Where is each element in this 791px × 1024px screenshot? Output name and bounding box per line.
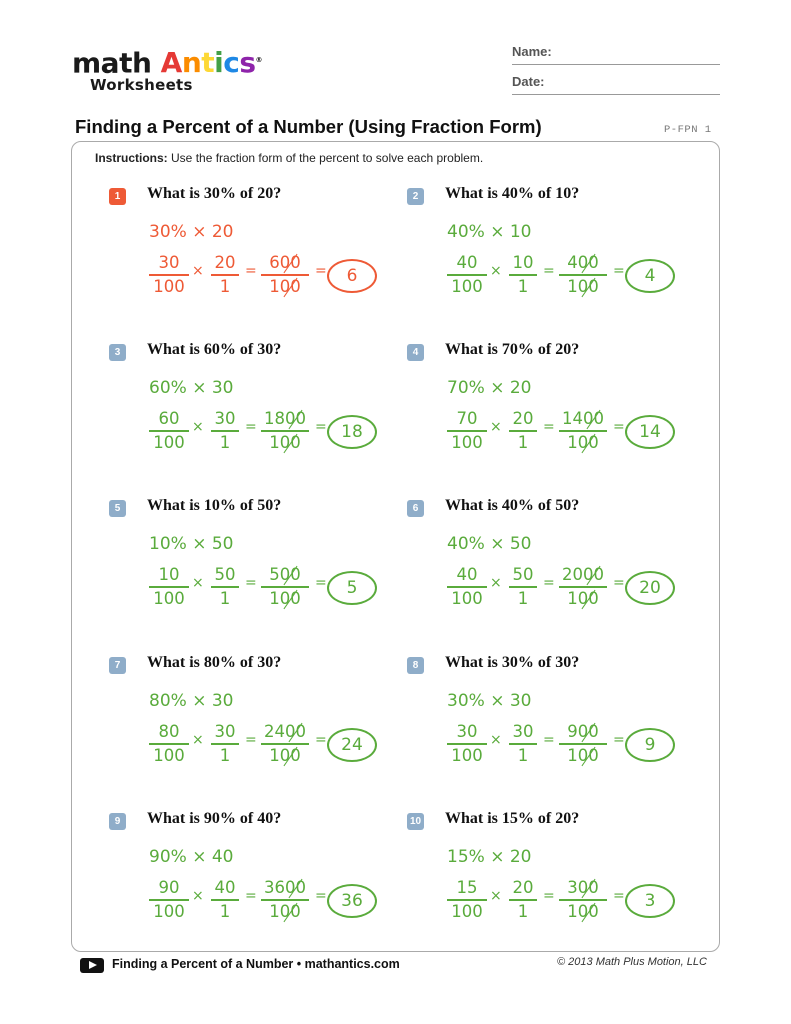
problem-question: What is 30% of 30? (445, 654, 580, 671)
percent-expression: 70% × 20 (447, 378, 532, 398)
equals-sign: = (245, 732, 257, 748)
number-fraction (211, 252, 239, 298)
fraction-denominator (559, 274, 607, 298)
instructions (95, 151, 483, 165)
fraction-numerator: 30 (456, 722, 478, 741)
fraction-denominator (261, 430, 309, 454)
numerator-kept-digits: 18 (264, 409, 285, 428)
cancelled-zeros: 00 (279, 746, 301, 765)
result-fraction (559, 252, 607, 298)
result-fraction (559, 408, 607, 454)
cancelled-zeros: 00 (279, 253, 301, 272)
cancelled-zeros: 00 (577, 253, 599, 272)
logo-word-antics (161, 46, 256, 79)
answer-circle: 24 (327, 728, 377, 762)
fraction-numerator: 60 (158, 409, 180, 428)
denominator-kept-digits: 1 (269, 746, 280, 765)
instructions-label: Instructions: (95, 151, 168, 165)
numerator-kept-digits: 36 (264, 878, 285, 897)
equals-sign: = (543, 888, 555, 904)
fraction-numerator: 15 (456, 878, 478, 897)
problem-2 (407, 185, 707, 328)
fraction-numerator: 30 (512, 722, 534, 741)
denominator-kept-digits: 1 (567, 433, 578, 452)
cancelled-zeros: 00 (285, 722, 306, 741)
percent-expression: 30% × 30 (447, 691, 532, 711)
problem-4 (407, 341, 707, 484)
logo-worksheets: Worksheets (90, 76, 193, 94)
logo-letter: A (160, 46, 182, 80)
cancelled-zeros: 00 (279, 565, 301, 584)
denominator-kept-digits: 1 (269, 433, 280, 452)
number-fraction (509, 564, 537, 610)
cancelled-zeros: 00 (577, 722, 599, 741)
fraction-denominator: 100 (149, 743, 189, 767)
problem-question: What is 40% of 50? (445, 497, 580, 514)
cancelled-zeros: 00 (583, 409, 604, 428)
denominator-kept-digits: 1 (567, 746, 578, 765)
date-field[interactable]: Date: (512, 74, 720, 95)
equals-sign: = (543, 419, 555, 435)
result-fraction (261, 721, 309, 767)
result-fraction (559, 564, 607, 610)
percent-expression: 60% × 30 (149, 378, 234, 398)
problem-question: What is 30% of 20? (147, 185, 282, 202)
play-icon (80, 958, 104, 973)
fraction-denominator: 100 (149, 586, 189, 610)
fraction-denominator: 100 (447, 586, 487, 610)
percent-fraction (447, 564, 487, 610)
equals-sign: = (245, 263, 257, 279)
cancelled-zeros: 00 (577, 277, 599, 296)
fraction-numerator: 40 (456, 253, 478, 272)
logo-letter: i (214, 46, 224, 80)
fraction-denominator: 100 (149, 899, 189, 923)
fraction-denominator: 1 (509, 274, 537, 298)
fraction-denominator: 100 (149, 430, 189, 454)
fraction-denominator (559, 430, 607, 454)
number-fraction (211, 877, 239, 923)
logo-word-math: math (72, 46, 152, 80)
fraction-numerator: 30 (158, 253, 180, 272)
problem-8 (407, 654, 707, 797)
result-fraction (559, 877, 607, 923)
problem-question: What is 70% of 20? (445, 341, 580, 358)
problem-question: What is 60% of 30? (147, 341, 282, 358)
problem-number-badge: 2 (407, 188, 424, 205)
fraction-numerator: 30 (214, 722, 236, 741)
cancelled-zeros: 00 (577, 902, 599, 921)
problem-number-badge: 5 (109, 500, 126, 517)
numerator-kept-digits: 14 (562, 409, 583, 428)
answer-circle: 9 (625, 728, 675, 762)
fraction-denominator (559, 743, 607, 767)
times-sign: × (192, 732, 204, 748)
name-field[interactable]: Name: (512, 44, 720, 65)
page-title: Finding a Percent of a Number (Using Fraction Form) (75, 116, 542, 137)
equals-sign: = (315, 263, 327, 279)
denominator-kept-digits: 1 (567, 902, 578, 921)
problem-question: What is 80% of 30? (147, 654, 282, 671)
percent-fraction (447, 721, 487, 767)
fraction-denominator (261, 899, 309, 923)
fraction-denominator: 100 (149, 274, 189, 298)
fraction-numerator (261, 721, 309, 743)
fraction-denominator: 100 (447, 743, 487, 767)
number-fraction (509, 877, 537, 923)
logo-trademark: ® (255, 56, 263, 64)
problem-number-badge: 1 (109, 188, 126, 205)
fraction-denominator: 1 (509, 430, 537, 454)
numerator-kept-digits: 5 (269, 565, 280, 584)
fraction-denominator: 1 (509, 743, 537, 767)
cancelled-zeros: 00 (285, 409, 306, 428)
fraction-denominator: 1 (211, 274, 239, 298)
answer-circle: 36 (327, 884, 377, 918)
times-sign: × (192, 575, 204, 591)
fraction-denominator: 1 (509, 899, 537, 923)
number-fraction (211, 564, 239, 610)
problem-9 (109, 810, 409, 953)
equals-sign: = (613, 419, 625, 435)
answer-circle: 3 (625, 884, 675, 918)
equals-sign: = (543, 732, 555, 748)
times-sign: × (490, 263, 502, 279)
equals-sign: = (613, 732, 625, 748)
fraction-denominator: 1 (211, 586, 239, 610)
numerator-kept-digits: 4 (567, 253, 578, 272)
cancelled-zeros: 00 (279, 589, 301, 608)
logo-letter: s (239, 46, 256, 80)
fraction-numerator: 20 (512, 409, 534, 428)
percent-fraction (149, 564, 189, 610)
answer-circle: 14 (625, 415, 675, 449)
fraction-numerator: 20 (214, 253, 236, 272)
answer-circle: 5 (327, 571, 377, 605)
numerator-kept-digits: 3 (567, 878, 578, 897)
number-fraction (211, 721, 239, 767)
problem-3 (109, 341, 409, 484)
equals-sign: = (613, 263, 625, 279)
problem-10 (407, 810, 707, 953)
numerator-kept-digits: 20 (562, 565, 583, 584)
cancelled-zeros: 00 (577, 589, 599, 608)
fraction-numerator: 40 (214, 878, 236, 897)
fraction-numerator (261, 252, 309, 274)
denominator-kept-digits: 1 (269, 589, 280, 608)
problem-number-badge: 10 (407, 813, 424, 830)
fraction-numerator: 30 (214, 409, 236, 428)
fraction-numerator (261, 408, 309, 430)
logo-letter: t (201, 46, 215, 80)
fraction-numerator (559, 408, 607, 430)
percent-expression: 80% × 30 (149, 691, 234, 711)
percent-fraction (149, 721, 189, 767)
equals-sign: = (543, 575, 555, 591)
percent-fraction (149, 408, 189, 454)
equals-sign: = (315, 888, 327, 904)
equals-sign: = (315, 732, 327, 748)
cancelled-zeros: 00 (583, 565, 604, 584)
problem-7 (109, 654, 409, 797)
fraction-numerator: 50 (214, 565, 236, 584)
fraction-denominator (261, 743, 309, 767)
fraction-numerator: 40 (456, 565, 478, 584)
percent-expression: 90% × 40 (149, 847, 234, 867)
problem-number-badge: 6 (407, 500, 424, 517)
fraction-numerator: 70 (456, 409, 478, 428)
fraction-denominator: 1 (211, 743, 239, 767)
percent-fraction (447, 877, 487, 923)
result-fraction (261, 408, 309, 454)
equals-sign: = (315, 419, 327, 435)
problem-number-badge: 9 (109, 813, 126, 830)
equals-sign: = (613, 888, 625, 904)
answer-circle: 20 (625, 571, 675, 605)
problem-question: What is 15% of 20? (445, 810, 580, 827)
percent-expression: 10% × 50 (149, 534, 234, 554)
denominator-kept-digits: 1 (567, 589, 578, 608)
equals-sign: = (613, 575, 625, 591)
fraction-denominator: 100 (447, 899, 487, 923)
cancelled-zeros: 00 (577, 433, 599, 452)
cancelled-zeros: 00 (285, 878, 306, 897)
fraction-numerator (559, 564, 607, 586)
times-sign: × (490, 888, 502, 904)
footer-link-text[interactable]: Finding a Percent of a Number • mathantics.com (112, 957, 400, 971)
cancelled-zeros: 00 (279, 902, 301, 921)
fraction-numerator: 10 (512, 253, 534, 272)
times-sign: × (192, 419, 204, 435)
result-fraction (261, 564, 309, 610)
logo (72, 44, 263, 100)
times-sign: × (192, 263, 204, 279)
problem-5 (109, 497, 409, 640)
denominator-kept-digits: 1 (269, 277, 280, 296)
times-sign: × (490, 732, 502, 748)
percent-expression: 40% × 10 (447, 222, 532, 242)
equals-sign: = (245, 575, 257, 591)
fraction-numerator (559, 877, 607, 899)
problem-question: What is 40% of 10? (445, 185, 580, 202)
fraction-numerator (559, 252, 607, 274)
fraction-denominator (261, 586, 309, 610)
fraction-denominator: 1 (211, 899, 239, 923)
percent-expression: 30% × 20 (149, 222, 234, 242)
answer-circle: 6 (327, 259, 377, 293)
fraction-numerator: 10 (158, 565, 180, 584)
cancelled-zeros: 00 (577, 878, 599, 897)
answer-circle: 18 (327, 415, 377, 449)
fraction-numerator: 20 (512, 878, 534, 897)
denominator-kept-digits: 1 (567, 277, 578, 296)
number-fraction (509, 252, 537, 298)
problem-1 (109, 185, 409, 328)
result-fraction (261, 877, 309, 923)
worksheet-code: P-FPN 1 (664, 124, 712, 136)
fraction-denominator (261, 274, 309, 298)
percent-expression: 15% × 20 (447, 847, 532, 867)
fraction-numerator (261, 877, 309, 899)
equals-sign: = (245, 888, 257, 904)
problem-6 (407, 497, 707, 640)
problem-number-badge: 7 (109, 657, 126, 674)
denominator-kept-digits: 1 (269, 902, 280, 921)
fraction-denominator (559, 899, 607, 923)
fraction-numerator (261, 564, 309, 586)
times-sign: × (490, 419, 502, 435)
problem-number-badge: 3 (109, 344, 126, 361)
fraction-denominator: 100 (447, 430, 487, 454)
logo-letter: c (223, 46, 240, 80)
problem-question: What is 90% of 40? (147, 810, 282, 827)
fraction-denominator (559, 586, 607, 610)
answer-circle: 4 (625, 259, 675, 293)
numerator-kept-digits: 24 (264, 722, 285, 741)
equals-sign: = (245, 419, 257, 435)
number-fraction (509, 721, 537, 767)
instructions-text: Use the fraction form of the percent to solve each problem. (171, 151, 484, 165)
number-fraction (509, 408, 537, 454)
percent-fraction (149, 252, 189, 298)
numerator-kept-digits: 6 (269, 253, 280, 272)
percent-expression: 40% × 50 (447, 534, 532, 554)
result-fraction (559, 721, 607, 767)
percent-fraction (447, 408, 487, 454)
footer-copyright: © 2013 Math Plus Motion, LLC (557, 956, 707, 968)
percent-fraction (447, 252, 487, 298)
problem-number-badge: 4 (407, 344, 424, 361)
equals-sign: = (315, 575, 327, 591)
fraction-denominator: 1 (211, 430, 239, 454)
cancelled-zeros: 00 (577, 746, 599, 765)
logo-letter: n (181, 46, 202, 80)
fraction-denominator: 100 (447, 274, 487, 298)
cancelled-zeros: 00 (279, 433, 301, 452)
fraction-denominator: 1 (509, 586, 537, 610)
numerator-kept-digits: 9 (567, 722, 578, 741)
equals-sign: = (543, 263, 555, 279)
number-fraction (211, 408, 239, 454)
fraction-numerator: 80 (158, 722, 180, 741)
fraction-numerator: 50 (512, 565, 534, 584)
result-fraction (261, 252, 309, 298)
fraction-numerator (559, 721, 607, 743)
times-sign: × (490, 575, 502, 591)
percent-fraction (149, 877, 189, 923)
cancelled-zeros: 00 (279, 277, 301, 296)
times-sign: × (192, 888, 204, 904)
logo-wordmark (72, 44, 262, 79)
problem-question: What is 10% of 50? (147, 497, 282, 514)
problem-number-badge: 8 (407, 657, 424, 674)
fraction-numerator: 90 (158, 878, 180, 897)
